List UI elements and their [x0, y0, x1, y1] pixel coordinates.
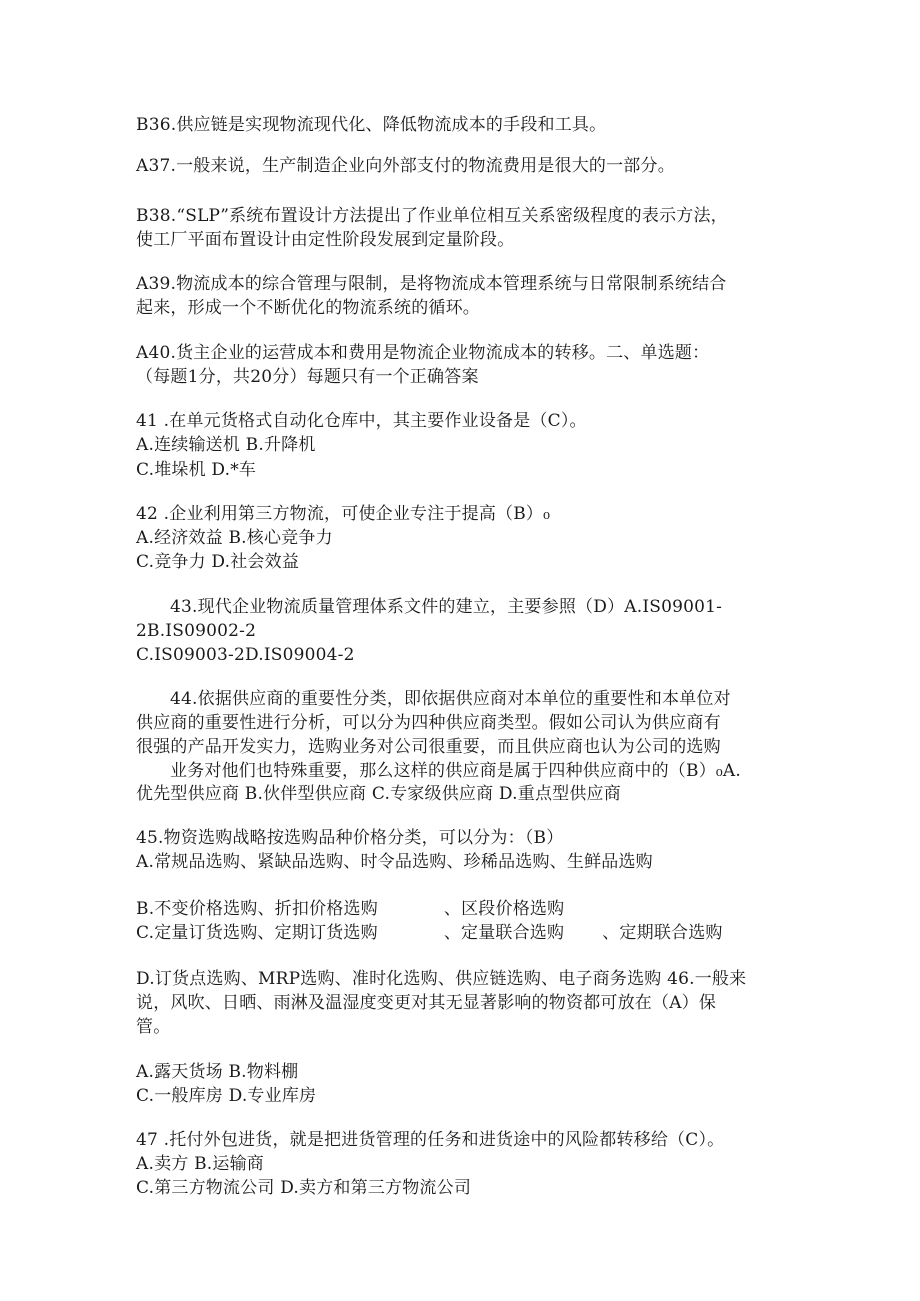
question-44: 44.依据供应商的重要性分类，即依据供应商对本单位的重要性和本单位对 — [170, 689, 731, 709]
question-44-options: 优先型供应商 B.伙伴型供应商 C.专家级供应商 D.重点型供应商 — [136, 784, 621, 804]
text-line-a40: A40.货主企业的运营成本和费用是物流企业物流成本的转移。二、单选题： — [136, 343, 710, 363]
question-42-options-ab: A.经济效益 B.核心竞争力 — [136, 528, 333, 548]
question-44-cont-1: 供应商的重要性进行分析，可以分为四种供应商类型。假如公司认为供应商有 — [136, 713, 721, 733]
question-45-option-d: D.订货点选购、MRP选购、准时化选购、供应链选购、电子商务选购 46.一般来 — [136, 969, 747, 989]
question-45-option-c — [136, 922, 723, 944]
text-line-a37: A37.一般来说，生产制造企业向外部支付的物流费用是很大的一部分。 — [136, 156, 675, 176]
question-44-cont-3: 业务对他们也特殊重要，那么这样的供应商是属于四种供应商中的（B）₀A. — [170, 761, 741, 781]
option-b-part-2: 、区段价格选购 — [443, 899, 565, 919]
option-c-part-3: 、定期联合选购 — [602, 923, 723, 943]
question-43: 43.现代企业物流质量管理体系文件的建立，主要参照（D）A.IS09001- — [170, 597, 723, 617]
question-46-options-cd: C.一般库房 D.专业库房 — [136, 1086, 317, 1106]
text-line-a39-cont: 起来，形成一个不断优化的物流系统的循环。 — [136, 298, 480, 318]
question-41-options-cd: C.堆垛机 D.*车 — [136, 460, 257, 480]
question-47-options-cd: C.第三方物流公司 D.卖方和第三方物流公司 — [136, 1178, 472, 1198]
question-47-options-ab: A.卖方 B.运输商 — [136, 1154, 264, 1174]
question-42-options-cd: C.竞争力 D.社会效益 — [136, 552, 300, 572]
text-line-b38: B38.“SLP”系统布置设计方法提出了作业单位相互关系密级程度的表示方法， — [136, 206, 728, 226]
question-41-options-ab: A.连续输送机 B.升降机 — [136, 435, 316, 455]
option-c-part-2: 、定量联合选购 — [443, 923, 565, 943]
question-45: 45.物资选购战略按选购品种价格分类，可以分为：（B） — [136, 828, 564, 848]
question-43-options-cd: C.IS09003-2D.IS09004-2 — [136, 645, 355, 665]
text-line-a39: A39.物流成本的综合管理与限制，是将物流成本管理系统与日常限制系统结合 — [136, 274, 727, 294]
text-line-a40-cont: （每题1分，共20分）每题只有一个正确答案 — [136, 367, 479, 387]
question-43-cont: 2B.IS09002-2 — [136, 621, 257, 641]
question-41: 41 .在单元货格式自动化仓库中，其主要作业设备是（C）。 — [136, 411, 587, 431]
text-line-b38-cont: 使工厂平面布置设计由定性阶段发展到定量阶段。 — [136, 230, 515, 250]
option-b-part-1: B.不变价格选购、折扣价格选购 — [136, 899, 378, 919]
question-45-option-a: A.常规品选购、紧缺品选购、时令品选购、珍稀品选购、生鲜品选购 — [136, 852, 653, 872]
question-42: 42 .企业利用第三方物流，可使企业专注于提高（B）₀ — [136, 504, 551, 524]
question-46-cont-2: 管。 — [136, 1017, 171, 1037]
question-44-cont-2: 很强的产品开发实力，选购业务对公司很重要，而且供应商也认为公司的选购 — [136, 737, 721, 757]
question-47: 47 .托付外包进货，就是把进货管理的任务和进货途中的风险都转移给（C）。 — [136, 1130, 725, 1150]
question-46-options-ab: A.露天货场 B.物料棚 — [136, 1062, 299, 1082]
option-c-part-1: C.定量订货选购、定期订货选购 — [136, 923, 378, 943]
question-45-option-b — [136, 898, 564, 920]
text-line-b36: B36.供应链是实现物流现代化、降低物流成本的手段和工具。 — [136, 115, 607, 135]
question-46-cont-1: 说，风吹、日晒、雨淋及温湿度变更对其无显著影响的物资都可放在（A）保 — [136, 993, 717, 1013]
